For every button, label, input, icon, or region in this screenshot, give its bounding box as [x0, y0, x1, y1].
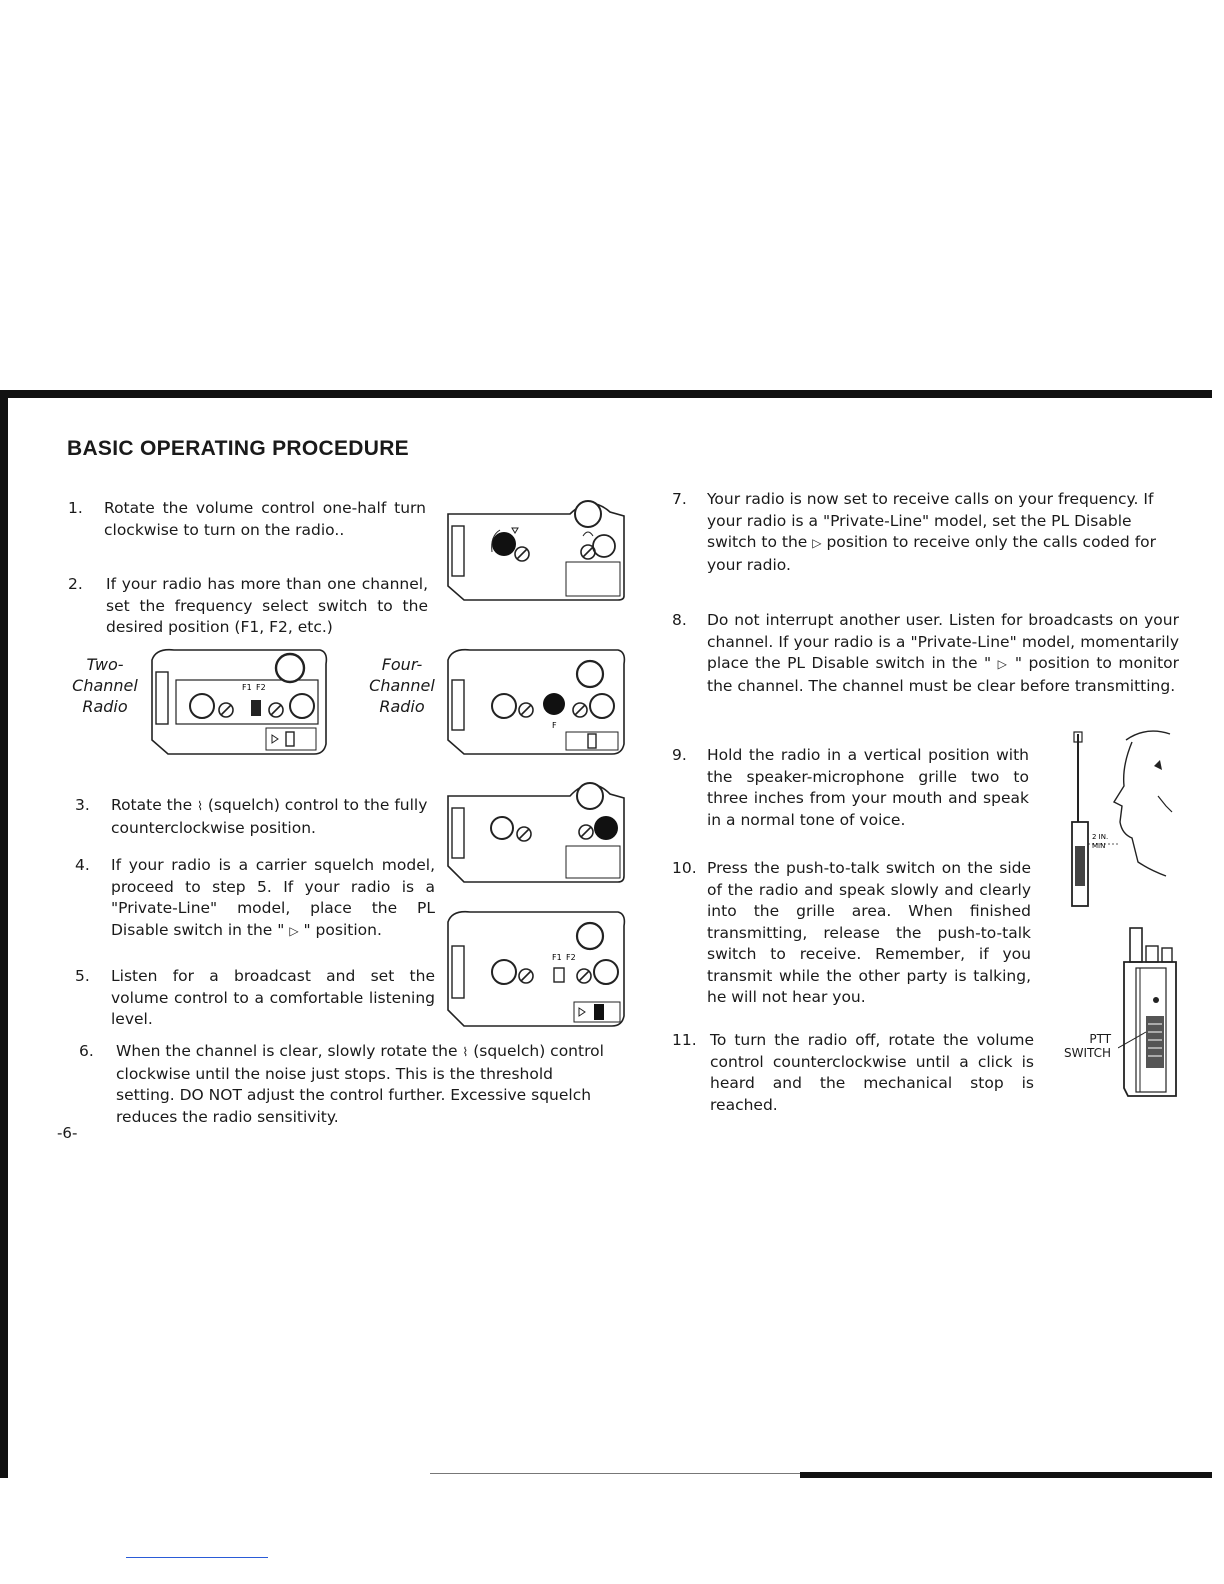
step-text: If your radio is a carrier squelch model, proceed to step 5. If your radio is a "Private-Line" model, place the PL Disable switch in the " ▷ " position.: [111, 856, 435, 939]
step-number: 10.: [672, 859, 697, 877]
step-text: To turn the radio off, rotate the volume control counterclockwise until a click is heard and the mechanical stop is reached.: [710, 1031, 1034, 1114]
pl-disable-icon: ▷: [997, 657, 1009, 671]
step-number: 11.: [672, 1031, 697, 1049]
f1-label: F1: [242, 683, 252, 692]
step-text: Your radio is now set to receive calls on your frequency. If your radio is a "Private-Line" model, set the PL Disable switch to the ▷ position to receive only the calls coded for your radio.: [707, 490, 1157, 574]
step-text: Do not interrupt another user. Listen for broadcasts on your channel. If your radio is a "Private-Line" model, momentarily place the PL Disable switch in the " ▷ " position to monitor the channel. The channel must be clear before transmitting.: [707, 611, 1180, 695]
squelch-icon: ⌇: [462, 1045, 469, 1059]
step-number: 2.: [68, 575, 83, 593]
step-number: 8.: [672, 611, 687, 629]
step-number: 3.: [75, 796, 90, 814]
step-text: Rotate the volume control one-half turn clockwise to turn on the radio..: [104, 499, 426, 539]
radio-panel-volume-figure: [440, 492, 632, 604]
left-rule: [0, 390, 8, 1478]
volume-knob-highlighted: [492, 532, 516, 556]
pl-disable-icon: ▷: [289, 923, 299, 938]
radio-panel-squelch-figure: [440, 772, 632, 886]
radio-panel-pl-disable-figure: [440, 906, 632, 1030]
f2-label: F2: [566, 953, 576, 962]
pl-disable-icon: ▷: [812, 536, 822, 550]
step-text: Listen for a broadcast and set the volume control to a comfortable listening level.: [111, 967, 435, 1028]
step-text: When the channel is clear, slowly rotate the ⌇ (squelch) control clockwise until the noise just stops. This is the threshold setting. DO NOT adjust the control further. Excessive squelch reduces the radio sensitivity.: [116, 1042, 604, 1126]
channel-selector-highlighted: [543, 693, 565, 715]
top-rule: [0, 390, 1212, 398]
f1-label: F1: [552, 953, 562, 962]
distance-label-min: MIN: [1092, 842, 1106, 850]
step-number: 4.: [75, 856, 90, 874]
two-channel-radio-figure: [144, 644, 334, 764]
four-channel-radio-figure: [440, 644, 632, 764]
page-title: BASIC OPERATING PROCEDURE: [67, 437, 409, 460]
distance-label: 2 IN.: [1092, 833, 1109, 841]
bottom-rule-thin: [430, 1473, 800, 1474]
two-channel-caption: Two- Channel Radio: [72, 655, 138, 716]
page-number: -6-: [57, 1124, 78, 1142]
radio-side-ptt-figure: [1118, 924, 1186, 1102]
bottom-rule: [800, 1472, 1212, 1478]
pl-disable-switch-highlighted: [594, 1004, 604, 1020]
four-channel-caption: Four- Channel Radio: [369, 655, 435, 716]
step-text: Hold the radio in a vertical position with the speaker-microphone grille two to three inches from your mouth and speak in a normal tone of voice.: [707, 746, 1029, 829]
step-text: Rotate the ⌇ (squelch) control to the fully counterclockwise position.: [111, 796, 428, 837]
ptt-switch-label: PTT SWITCH: [1064, 1032, 1112, 1060]
step-number: 5.: [75, 967, 90, 985]
f2-label: F2: [256, 683, 266, 692]
squelch-icon: ⌇: [197, 799, 203, 813]
squelch-knob-highlighted: [594, 816, 618, 840]
step-text: Press the push-to-talk switch on the side of the radio and speak slowly and clearly into the grille area. When finished transmitting, release the push-to-talk switch to receive. Remember, if you transmit while the other party is talking, he will not hear you.: [707, 859, 1031, 1006]
person-holding-radio-figure: [1062, 726, 1182, 910]
step-number: 7.: [672, 490, 687, 508]
footer-underline: [126, 1557, 268, 1558]
step-number: 1.: [68, 499, 83, 517]
f-label: F: [552, 721, 557, 730]
step-number: 9.: [672, 746, 687, 764]
step-text: If your radio has more than one channel, set the frequency select switch to the desired position (F1, F2, etc.): [106, 575, 428, 636]
step-number: 6.: [79, 1042, 94, 1060]
